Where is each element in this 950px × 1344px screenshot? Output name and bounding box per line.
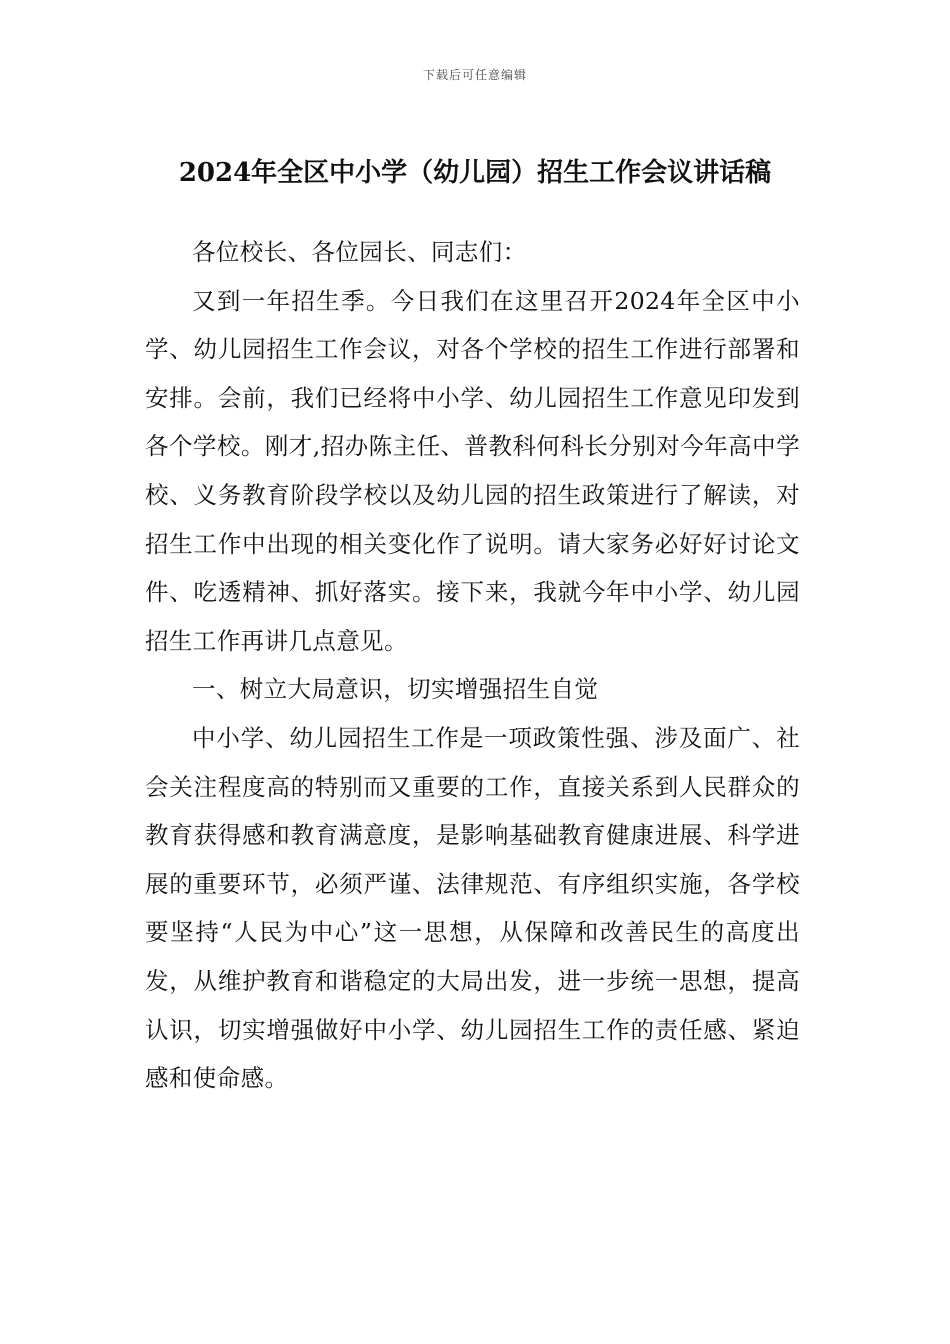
intro-paragraph: 又到一年招生季。今日我们在这里召开2024年全区中小学、幼儿园招生工作会议，对各个学校的招生工作进行部署和安排。会前，我们已经将中小学、幼儿园招生工作意见印发到各个学校。刚才,招办陈主任、普教科何科长分别对今年高中学校、义务教育阶段学校以及幼儿园的招生政策进行了解读，对招生工作中出现的相关变化作了说明。请大家务必好好讨论文件、吃透精神、抓好落实。接下来，我就今年中小学、幼儿园招生工作再讲几点意见。	[145, 286, 800, 655]
section-heading: 一、树立大局意识，切实增强招生自觉	[192, 675, 599, 704]
header-note: 下载后可任意编辑	[422, 68, 527, 82]
salutation-paragraph: 各位校长、各位园长、同志们：	[192, 238, 527, 266]
body-paragraph: 中小学、幼儿园招生工作是一项政策性强、涉及面广、社会关注程度高的特别而又重要的工作，直接关系到人民群众的教育获得感和教育满意度，是影响基础教育健康进展、科学进展的重要环节，必须严谨、法律规范、有序组织实施，各学校要坚持“人民为中心”这一思想，从保障和改善民生的高度出发，从维护教育和谐稳定的大局出发，进一步统一思想，提高认识，切实增强做好中小学、幼儿园招生工作的责任感、紧迫感和使命感。	[145, 723, 800, 1093]
document-title: 2024年全区中小学（幼儿园）招生工作会议讲话稿	[178, 158, 772, 188]
document-body	[145, 228, 800, 1103]
